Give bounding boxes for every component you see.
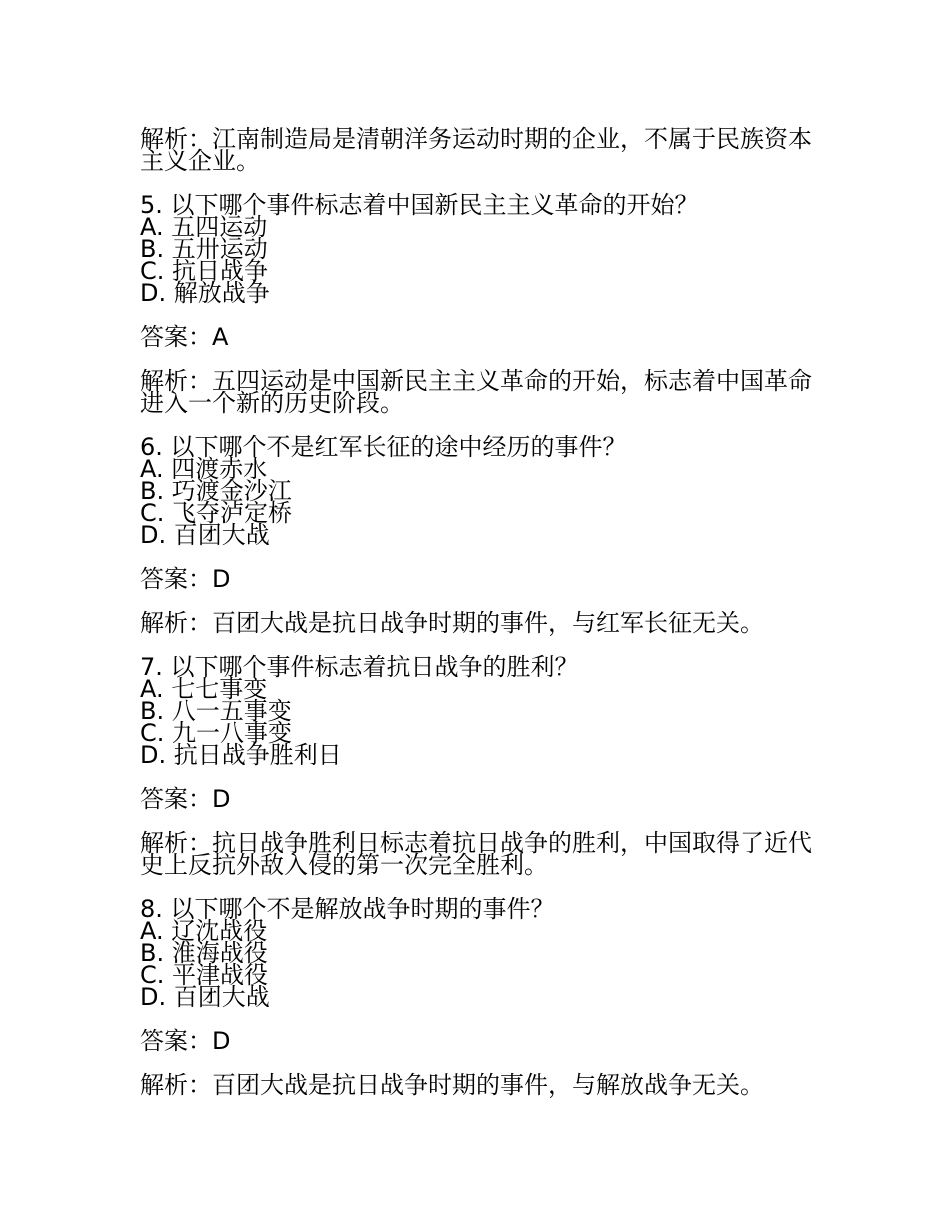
question-text: 6. 以下哪个不是红军长征的途中经历的事件？ bbox=[140, 433, 627, 461]
option-c: C. 抗日战争 bbox=[140, 257, 269, 285]
analysis-paragraph bbox=[140, 367, 820, 417]
option-d: D. 百团大战 bbox=[140, 521, 270, 549]
answer-line bbox=[140, 1027, 820, 1055]
option-d: D. 抗日战争胜利日 bbox=[140, 741, 342, 769]
question-block bbox=[140, 653, 820, 769]
option-b: B. 巧渡金沙江 bbox=[140, 477, 292, 505]
option-a: A. 五四运动 bbox=[140, 213, 268, 241]
option-b: B. 淮海战役 bbox=[140, 939, 268, 967]
question-text: 8. 以下哪个不是解放战争时期的事件？ bbox=[140, 895, 555, 923]
answer-line bbox=[140, 323, 820, 351]
analysis-text: 解析：百团大战是抗日战争时期的事件，与解放战争无关。 bbox=[140, 1071, 764, 1099]
question-text: 5. 以下哪个事件标志着中国新民主主义革命的开始？ bbox=[140, 191, 699, 219]
option-a: A. 辽沈战役 bbox=[140, 917, 268, 945]
question-text: 7. 以下哪个事件标志着抗日战争的胜利？ bbox=[140, 653, 579, 681]
analysis-text: 解析：五四运动是中国新民主主义革命的开始，标志着中国革命进入一个新的历史阶段。 bbox=[140, 367, 812, 417]
question-block bbox=[140, 433, 820, 549]
answer-text: 答案：D bbox=[140, 785, 231, 813]
analysis-paragraph bbox=[140, 1071, 820, 1099]
option-d: D. 百团大战 bbox=[140, 983, 270, 1011]
analysis-text: 解析：百团大战是抗日战争时期的事件，与红军长征无关。 bbox=[140, 609, 764, 637]
answer-text: 答案：D bbox=[140, 1027, 231, 1055]
option-d: D. 解放战争 bbox=[140, 279, 270, 307]
analysis-paragraph bbox=[140, 609, 820, 637]
option-c: C. 平津战役 bbox=[140, 961, 269, 989]
option-b: B. 八一五事变 bbox=[140, 697, 292, 725]
analysis-paragraph bbox=[140, 125, 820, 175]
option-a: A. 四渡赤水 bbox=[140, 455, 268, 483]
option-c: C. 飞夺泸定桥 bbox=[140, 499, 293, 527]
document-page bbox=[140, 125, 820, 1118]
question-block bbox=[140, 191, 820, 307]
analysis-text: 解析：抗日战争胜利日标志着抗日战争的胜利，中国取得了近代史上反抗外敌入侵的第一次完全胜利。 bbox=[140, 829, 812, 879]
answer-line bbox=[140, 565, 820, 593]
answer-line bbox=[140, 785, 820, 813]
option-c: C. 九一八事变 bbox=[140, 719, 293, 747]
answer-text: 答案：A bbox=[140, 323, 229, 351]
analysis-text: 解析：江南制造局是清朝洋务运动时期的企业，不属于民族资本主义企业。 bbox=[140, 125, 812, 175]
question-block bbox=[140, 895, 820, 1011]
option-b: B. 五卅运动 bbox=[140, 235, 268, 263]
option-a: A. 七七事变 bbox=[140, 675, 268, 703]
answer-text: 答案：D bbox=[140, 565, 231, 593]
analysis-paragraph bbox=[140, 829, 820, 879]
